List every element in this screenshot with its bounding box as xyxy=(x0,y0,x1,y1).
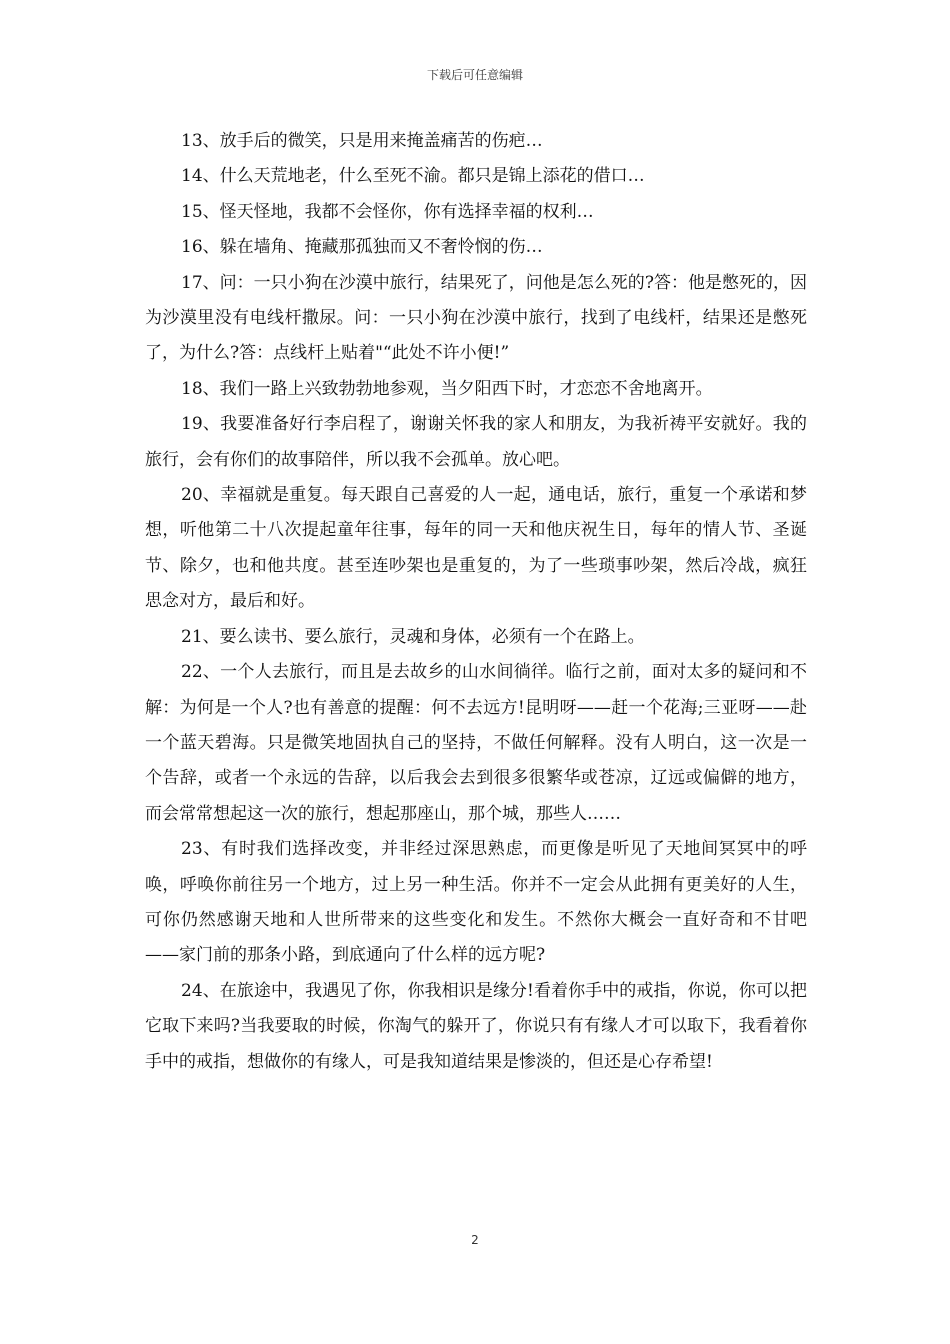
paragraph-18: 18、我们一路上兴致勃勃地参观，当夕阳西下时，才恋恋不舍地离开。 xyxy=(181,378,713,399)
paragraph-22: 22、一个人去旅行，而且是去故乡的山水间徜徉。临行之前，面对太多的疑问和不解：为何是一个人?也有善意的提醒：何不去远方!昆明呀——赶一个花海;三亚呀——赴一个蓝天碧海。只是微笑地固执自己的坚持，不做任何解释。没有人明白，这一次是一个告辞，或者一个永远的告辞，以后我会去到很多很繁华或苍凉，辽远或偏僻的地方，而会常常想起这一次的旅行，想起那座山，那个城，那些人…… xyxy=(145,662,807,824)
paragraph-24: 24、在旅途中，我遇见了你，你我相识是缘分!看着你手中的戒指，你说，你可以把它取下来吗?当我要取的时候，你淘气的躲开了，你说只有有缘人才可以取下，我看着你手中的戒指，想做你的有缘人，可是我知道结果是惨淡的，但还是心存希望! xyxy=(145,980,807,1072)
paragraph-21: 21、要么读书、要么旅行，灵魂和身体，必须有一个在路上。 xyxy=(181,626,645,647)
paragraph-17: 17、问：一只小狗在沙漠中旅行，结果死了，问他是怎么死的?答：他是憋死的，因为沙漠里没有电线杆撒尿。问：一只小狗在沙漠中旅行，找到了电线杆，结果还是憋死了，为什么?答：点线杆上贴着"“此处不许小便!” xyxy=(145,272,807,364)
paragraph-16: 16、躲在墙角、掩藏那孤独而又不奢怜悯的伤… xyxy=(181,237,543,258)
paragraph-14: 14、什么天荒地老，什么至死不渝。都只是锦上添花的借口… xyxy=(181,166,645,187)
paragraph-20: 20、幸福就是重复。每天跟自己喜爱的人一起，通电话，旅行，重复一个承诺和梦想，听他第二十八次提起童年往事，每年的同一天和他庆祝生日，每年的情人节、圣诞节、除夕，也和他共度。甚至连吵架也是重复的，为了一些琐事吵架，然后冷战，疯狂思念对方，最后和好。 xyxy=(145,485,807,612)
page-number: 2 xyxy=(471,1233,479,1247)
paragraph-23: 23、有时我们选择改变，并非经过深思熟虑，而更像是听见了天地间冥冥中的呼唤，呼唤你前往另一个地方，过上另一种生活。你并不一定会从此拥有更美好的人生，可你仍然感谢天地和人世所带来的这些变化和发生。不然你大概会一直好奇和不甘吧——家门前的那条小路，到底通向了什么样的远方呢? xyxy=(145,839,807,966)
paragraph-15: 15、怪天怪地，我都不会怪你，你有选择幸福的权利… xyxy=(181,201,594,222)
page-header-note: 下载后可任意编辑 xyxy=(426,68,523,82)
document-body xyxy=(145,124,807,1080)
paragraph-13: 13、放手后的微笑，只是用来掩盖痛苦的伤疤… xyxy=(181,131,543,151)
paragraph-19: 19、我要准备好行李启程了，谢谢关怀我的家人和朋友，为我祈祷平安就好。我的旅行，会有你们的故事陪伴，所以我不会孤单。放心吧。 xyxy=(145,414,807,470)
